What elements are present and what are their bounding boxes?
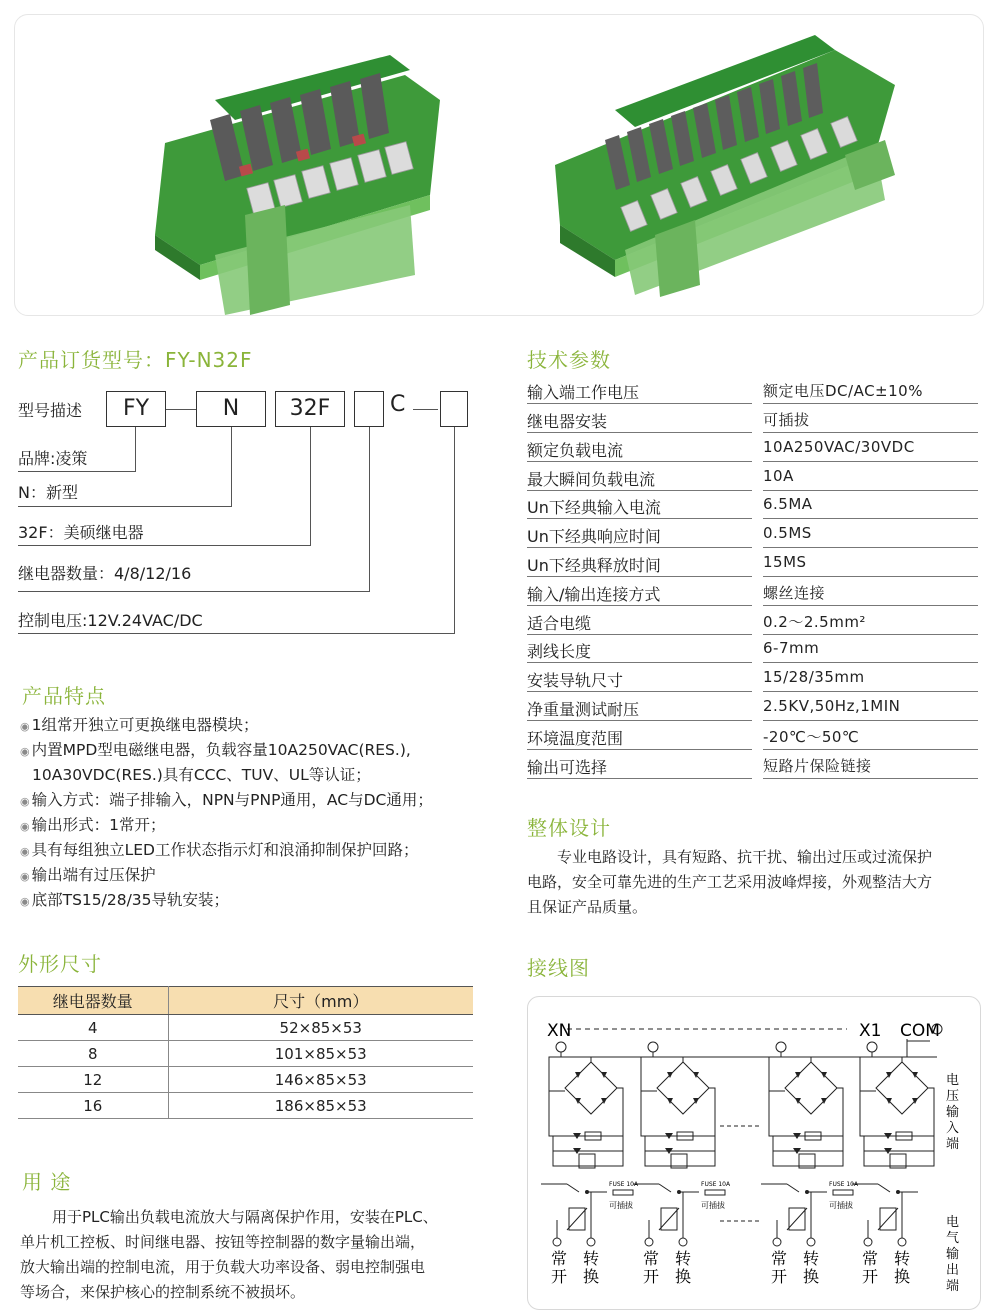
- output-terminal: [773, 1238, 781, 1246]
- design-line: 专业电路设计，具有短路、抗干扰、输出过压或过流保护: [557, 848, 933, 866]
- bridge-rectifier: [657, 1062, 709, 1114]
- normally-open-label: 常: [771, 1249, 788, 1268]
- usage-line: 等场合，来保护核心的控制系统不被损坏。: [20, 1283, 306, 1301]
- wiring-title: 接线图: [527, 956, 590, 980]
- relay-channel: [852, 1042, 934, 1286]
- output-terminal: [645, 1238, 653, 1246]
- spec-row: 最大瞬间负载电流 10A: [527, 463, 978, 492]
- spec-row: Un下经典响应时间 0.5MS: [527, 520, 978, 549]
- feature-item: ◉ 底部TS15/28/35导轨安装；: [20, 891, 230, 909]
- input-side-char: 输: [946, 1105, 960, 1120]
- relay-channel: [633, 1042, 731, 1286]
- fuse-label: FUSE 10A: [829, 1181, 859, 1188]
- spec-row: 环境温度范围 -20℃～50℃: [527, 722, 978, 751]
- fuse-label: FUSE 10A: [609, 1181, 639, 1188]
- output-side-char: 出: [946, 1263, 960, 1278]
- fuse: [613, 1190, 633, 1195]
- feature-item: ◉ 内置MPD型电磁继电器，负载容量10A250VAC(RES.),: [20, 741, 411, 759]
- table-header: 继电器数量: [18, 987, 168, 1015]
- feature-item: ◉ 1组常开独立可更换继电器模块；: [20, 716, 259, 734]
- output-terminal: [898, 1238, 906, 1246]
- table-cell: 12: [18, 1067, 168, 1093]
- fuse: [833, 1190, 853, 1195]
- model-section-title: 产品订货型号：FY-N32F: [18, 348, 253, 372]
- features-title: 产品特点: [22, 684, 106, 708]
- table-row: [18, 1041, 473, 1067]
- input-side-char: 压: [946, 1089, 960, 1104]
- dimensions-table: [18, 986, 473, 1119]
- spec-row: 输入端工作电压 额定电压DC/AC±10%: [527, 376, 978, 405]
- output-terminal: [864, 1238, 872, 1246]
- x1-label: X1: [859, 1021, 882, 1041]
- relay-board-16ch-image: [555, 35, 895, 297]
- normally-open-label: 开: [551, 1267, 568, 1286]
- table-cell: 146×85×53: [168, 1067, 473, 1093]
- legend-voltage: 控制电压:12V.24VAC/DC: [18, 611, 203, 630]
- table-cell: 16: [18, 1093, 168, 1119]
- changeover-label: 换: [583, 1267, 600, 1286]
- relay-channel: [761, 1042, 859, 1286]
- model-code-relay: 32F: [275, 391, 345, 427]
- model-code-type: N: [196, 391, 266, 427]
- spec-row: 适合电缆 0.2～2.5mm²: [527, 607, 978, 636]
- table-row: [18, 1093, 473, 1119]
- spec-row: Un下经典输入电流 6.5MA: [527, 491, 978, 520]
- input-side-char: 电: [946, 1073, 960, 1088]
- usage-line: 放大输出端的控制电流，用于负载大功率设备、弱电控制强电: [20, 1258, 426, 1276]
- relay-board-8ch-image: [155, 55, 440, 315]
- usage-title: 用 途: [22, 1170, 72, 1194]
- output-terminal: [807, 1238, 815, 1246]
- input-terminal: [867, 1042, 877, 1052]
- legend-relay: 32F：美硕继电器: [18, 523, 144, 542]
- table-header: 尺寸（mm）: [168, 987, 473, 1015]
- relay-contact: [659, 1184, 671, 1192]
- input-terminal: [648, 1042, 658, 1052]
- spec-row: 继电器安装 可插拔: [527, 405, 978, 434]
- feature-item: ◉ 输出形式：1常开；: [20, 816, 166, 834]
- bridge-rectifier: [565, 1062, 617, 1114]
- output-terminal: [679, 1238, 687, 1246]
- legend-count: 继电器数量：4/8/12/16: [18, 564, 192, 583]
- product-photo-frame: [14, 14, 984, 316]
- pluggable-label: 可插拔: [829, 1201, 853, 1210]
- wiring-diagram: [527, 996, 981, 1310]
- relay-channel: [541, 1042, 639, 1286]
- table-row: [18, 1067, 473, 1093]
- usage-line: 用于PLC输出负载电流放大与隔离保护作用，安装在PLC、: [52, 1208, 438, 1226]
- model-code-c: C: [390, 392, 406, 417]
- table-cell: 52×85×53: [168, 1015, 473, 1041]
- product-photos: [15, 15, 985, 317]
- input-terminal: [776, 1042, 786, 1052]
- com-label: COM: [900, 1021, 940, 1041]
- input-side-char: 入: [946, 1121, 960, 1136]
- pluggable-label: 可插拔: [701, 1201, 725, 1210]
- changeover-label: 转: [894, 1249, 911, 1268]
- model-desc-label: 型号描述: [18, 401, 83, 420]
- normally-open-label: 开: [862, 1267, 879, 1286]
- bridge-rectifier: [785, 1062, 837, 1114]
- output-terminal: [587, 1238, 595, 1246]
- relay-channels: [541, 1024, 942, 1286]
- changeover-label: 换: [894, 1267, 911, 1286]
- bridge-rectifier: [876, 1062, 928, 1114]
- output-side-char: 端: [946, 1279, 960, 1294]
- table-header-row: [18, 987, 473, 1015]
- model-code-brand: FY: [106, 391, 166, 427]
- table-cell: 186×85×53: [168, 1093, 473, 1119]
- normally-open-label: 常: [643, 1249, 660, 1268]
- table-cell: 101×85×53: [168, 1041, 473, 1067]
- normally-open-label: 开: [771, 1267, 788, 1286]
- table-cell: 4: [18, 1015, 168, 1041]
- output-side-char: 输: [946, 1247, 960, 1262]
- output-terminal: [553, 1238, 561, 1246]
- spec-row: Un下经典释放时间 15MS: [527, 549, 978, 578]
- legend-type: N：新型: [18, 483, 78, 502]
- design-title: 整体设计: [527, 816, 611, 840]
- fuse: [705, 1190, 725, 1195]
- usage-line: 单片机工控板、时间继电器、按钮等控制器的数字量输出端，: [20, 1233, 426, 1251]
- specs-title: 技术参数: [527, 348, 611, 372]
- legend-brand: 品牌:凌策: [18, 449, 88, 468]
- changeover-label: 转: [583, 1249, 600, 1268]
- model-code-count: [354, 391, 384, 427]
- pluggable-label: 可插拔: [609, 1201, 633, 1210]
- fuse-label: FUSE 10A: [701, 1181, 731, 1188]
- normally-open-label: 常: [862, 1249, 879, 1268]
- design-line: 电路，安全可靠先进的生产工艺采用波峰焊接，外观整洁大方: [527, 873, 933, 891]
- input-terminal: [556, 1042, 566, 1052]
- output-side-char: 电: [946, 1215, 960, 1230]
- spec-row: 额定负载电流 10A250VAC/30VDC: [527, 434, 978, 463]
- relay-contact: [567, 1184, 579, 1192]
- design-line: 且保证产品质量。: [527, 898, 648, 916]
- dimensions-title: 外形尺寸: [18, 952, 102, 976]
- spec-row: 剥线长度 6-7mm: [527, 635, 978, 664]
- feature-item: ◉ 具有每组独立LED工作状态指示灯和浪涌抑制保护回路；: [20, 841, 419, 859]
- spec-row: 输入/输出连接方式 螺丝连接: [527, 578, 978, 607]
- changeover-label: 转: [675, 1249, 692, 1268]
- table-row: [18, 1015, 473, 1041]
- spec-row: 净重量测试耐压 2.5KV,50Hz,1MIN: [527, 693, 978, 722]
- changeover-label: 转: [803, 1249, 820, 1268]
- feature-item: ◉ 输入方式：端子排输入，NPN与PNP通用，AC与DC通用；: [20, 791, 433, 809]
- feature-item: ◉ 输出端有过压保护: [20, 866, 156, 884]
- model-code-voltage: [440, 391, 468, 427]
- normally-open-label: 常: [551, 1249, 568, 1268]
- feature-item-cont: 10A30VDC(RES.)具有CCC、TUV、UL等认证；: [32, 766, 371, 784]
- output-side-char: 气: [946, 1231, 960, 1246]
- spec-row: 输出可选择 短路片保险链接: [527, 751, 978, 780]
- spec-row: 安装导轨尺寸 15/28/35mm: [527, 664, 978, 693]
- table-cell: 8: [18, 1041, 168, 1067]
- changeover-label: 换: [803, 1267, 820, 1286]
- relay-contact: [787, 1184, 799, 1192]
- normally-open-label: 开: [643, 1267, 660, 1286]
- changeover-label: 换: [675, 1267, 692, 1286]
- input-side-char: 端: [946, 1137, 960, 1152]
- relay-contact: [878, 1184, 890, 1192]
- xn-label: XN: [547, 1021, 572, 1041]
